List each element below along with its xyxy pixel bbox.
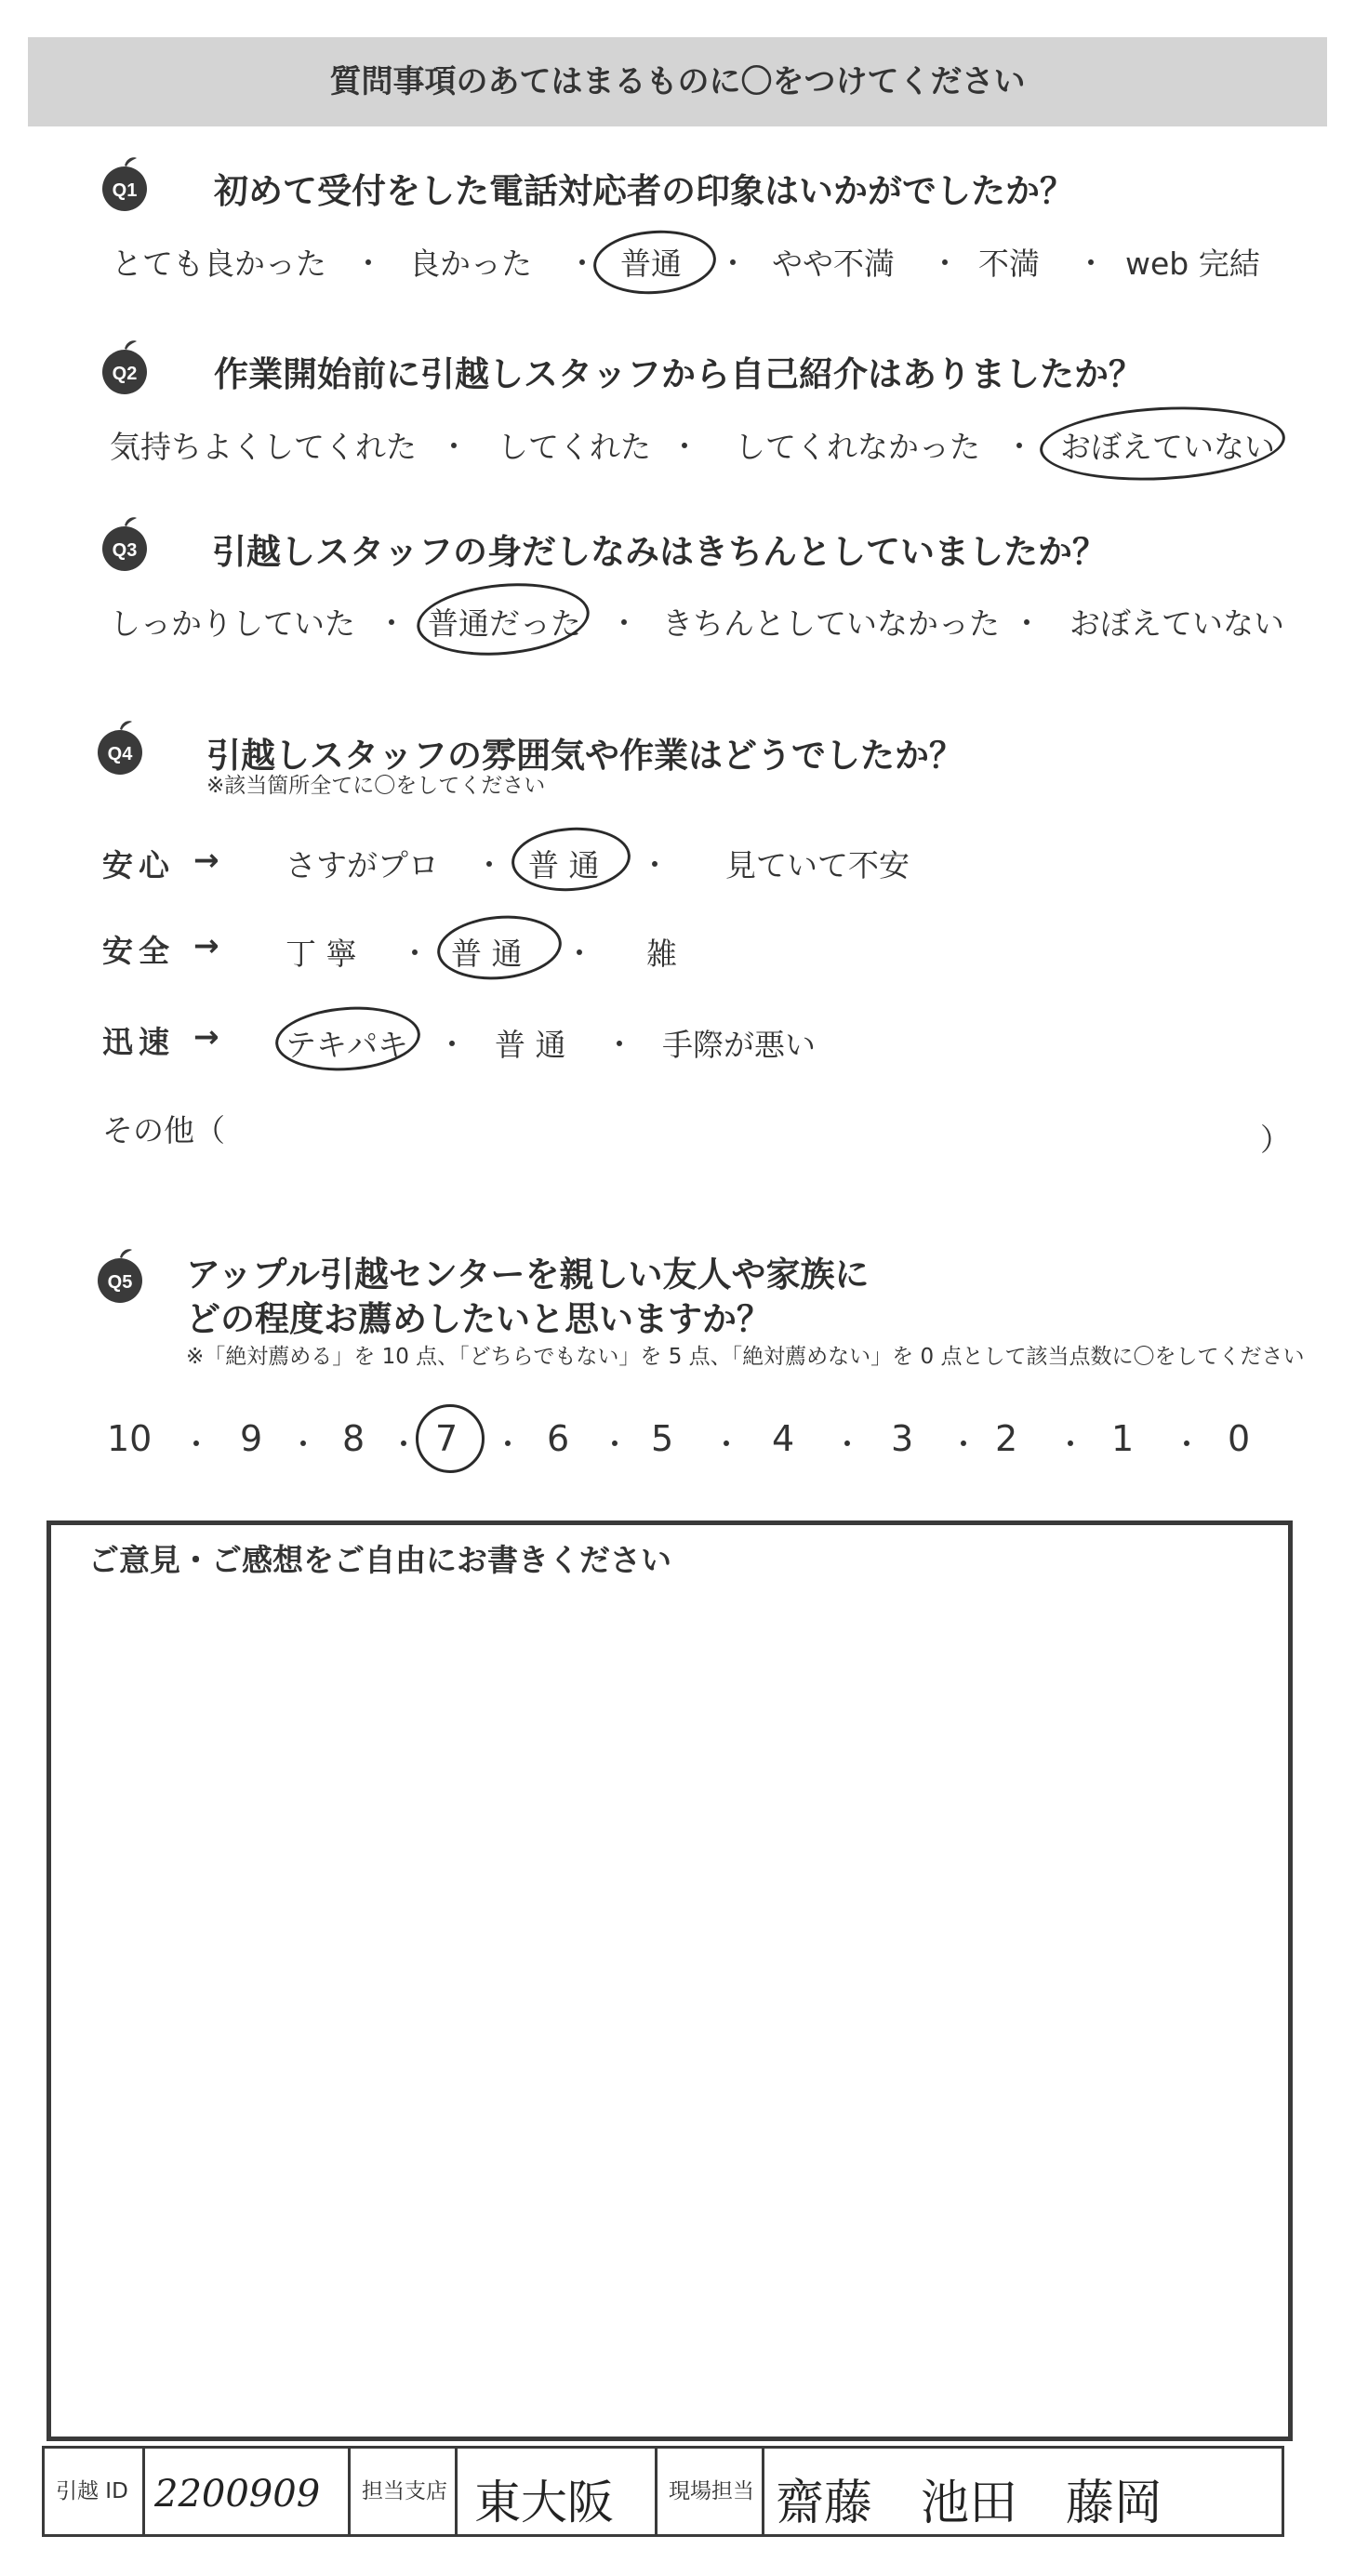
comment-heading: ご意見・ご感想をご自由にお書きください (88, 1542, 671, 1578)
separator: ・ (604, 1027, 635, 1062)
move-id-label: 引越 ID (56, 2479, 128, 2503)
branch-label: 担当支店 (362, 2479, 447, 2503)
apple-badge-icon (96, 338, 153, 395)
q4-row3-option-1[interactable]: テキパキ (286, 1027, 408, 1063)
score-1[interactable]: 1 (1111, 1418, 1135, 1459)
score-0[interactable]: 0 (1228, 1418, 1251, 1459)
separator: ・ (949, 1427, 979, 1462)
survey-instructions: 質問事項のあてはまるものに〇をつけてください (329, 63, 1026, 100)
comment-text[interactable] (88, 1590, 1242, 2409)
separator: ・ (288, 1427, 319, 1462)
move-id-value-cell[interactable] (145, 2449, 351, 2534)
q4-row1-option-3[interactable]: 見ていて不安 (725, 847, 910, 883)
apple-badge-icon (91, 1246, 149, 1304)
q4-row-label-jinsoku: 迅速 (102, 1024, 175, 1060)
separator: ・ (474, 847, 505, 883)
q3-question: 引越しスタッフの身だしなみはきちんとしていましたか？ (212, 532, 1107, 572)
q1-option-1[interactable]: とても良かった (112, 246, 326, 282)
q1-option-4[interactable]: やや不満 (772, 246, 895, 282)
separator: ・ (600, 1427, 631, 1462)
q1-option-2[interactable]: 良かった (409, 246, 532, 282)
apple-badge-icon (96, 154, 153, 212)
score-10[interactable]: 10 (107, 1418, 153, 1459)
q4-row-label-anzen: 安全 (102, 933, 175, 969)
q1-option-6[interactable]: web 完結 (1125, 246, 1260, 282)
separator: ・ (718, 246, 749, 281)
separator: ・ (640, 847, 671, 883)
q4-other-close: ） (1260, 1122, 1291, 1158)
q4-note: ※該当箇所全てに〇をしてください (206, 774, 546, 798)
q4-row3-option-2[interactable]: 普 通 (495, 1027, 566, 1063)
q2-option-3[interactable]: してくれなかった (735, 429, 980, 465)
q4-badge-text: Q4 (107, 744, 133, 764)
q2-option-1[interactable]: 気持ちよくしてくれた (110, 429, 417, 465)
separator: ・ (1012, 605, 1043, 641)
apple-badge-icon (96, 514, 153, 572)
score-6[interactable]: 6 (547, 1418, 570, 1459)
q4-row2-option-3[interactable]: 雑 (646, 936, 677, 972)
separator: ・ (377, 605, 407, 641)
q2-option-2[interactable]: してくれた (498, 429, 651, 465)
selection-circle (416, 1404, 485, 1473)
q1-badge-text: Q1 (112, 180, 138, 201)
q3-badge-text: Q3 (112, 540, 138, 561)
separator: ・ (1172, 1427, 1202, 1462)
move-id-value: 2200909 (154, 2473, 321, 2516)
score-5[interactable]: 5 (651, 1418, 674, 1459)
branch-label-cell (351, 2449, 458, 2534)
q2-option-4[interactable]: おぼえていない (1060, 429, 1275, 465)
q4-other-label: その他（ (102, 1112, 225, 1149)
branch-value-cell[interactable] (458, 2449, 658, 2534)
staff-value-cell[interactable] (764, 2449, 1279, 2534)
right-arrow-icon: → (193, 842, 225, 878)
q1-option-5[interactable]: 不満 (978, 246, 1040, 282)
separator: ・ (437, 1027, 468, 1062)
q5-badge-text: Q5 (107, 1272, 133, 1293)
separator: ・ (609, 605, 640, 641)
apple-badge-icon (91, 718, 149, 776)
selection-circle (1038, 401, 1287, 486)
q4-question: 引越しスタッフの雰囲気や作業はどうでしたか？ (206, 736, 963, 776)
separator: ・ (493, 1427, 524, 1462)
separator: ・ (832, 1427, 863, 1462)
separator: ・ (353, 246, 384, 281)
separator: ・ (565, 936, 595, 971)
separator: ・ (1056, 1427, 1086, 1462)
selection-circle (414, 577, 592, 662)
q4-row2-option-1[interactable]: 丁 寧 (286, 936, 357, 972)
q4-row1-option-2[interactable]: 普 通 (528, 847, 600, 883)
q2-badge-text: Q2 (112, 364, 138, 384)
q4-row2-option-2[interactable]: 普 通 (451, 936, 523, 972)
header-bar (28, 37, 1327, 126)
q1-option-3[interactable]: 普通 (620, 246, 682, 282)
q5-question-line2: どの程度お薦めしたいと思いますか？ (186, 1299, 771, 1339)
staff-label-cell (658, 2449, 764, 2534)
score-7[interactable]: 7 (435, 1418, 458, 1459)
score-9[interactable]: 9 (240, 1418, 263, 1459)
q4-row3-option-3[interactable]: 手際が悪い (662, 1027, 816, 1063)
separator: ・ (389, 1427, 419, 1462)
selection-circle (591, 226, 718, 298)
separator: ・ (670, 429, 700, 464)
right-arrow-icon: → (193, 927, 225, 963)
separator: ・ (567, 246, 598, 281)
q3-option-3[interactable]: きちんとしていなかった (662, 605, 1000, 642)
separator: ・ (930, 246, 961, 281)
separator: ・ (439, 429, 470, 464)
score-3[interactable]: 3 (891, 1418, 914, 1459)
separator: ・ (181, 1427, 212, 1462)
comment-box[interactable] (46, 1520, 1293, 2441)
separator: ・ (400, 936, 431, 971)
staff-value: 齋藤 池田 藤岡 (776, 2476, 1163, 2531)
right-arrow-icon: → (193, 1018, 225, 1055)
branch-value: 東大阪 (474, 2476, 614, 2530)
q3-option-2[interactable]: 普通だった (428, 605, 581, 642)
q4-row-label-anshin: 安心 (102, 847, 175, 883)
staff-label: 現場担当 (669, 2479, 754, 2503)
score-2[interactable]: 2 (995, 1418, 1018, 1459)
q4-row1-option-1[interactable]: さすがプロ (286, 847, 439, 883)
separator: ・ (1004, 429, 1035, 464)
q5-note: ※「絶対薦める」を 10 点、「どちらでもない」を 5 点、「絶対薦めない」を 0 点として該当点数に〇をしてください (186, 1345, 1305, 1369)
footer-table (42, 2446, 1284, 2537)
score-8[interactable]: 8 (342, 1418, 365, 1459)
score-4[interactable]: 4 (772, 1418, 795, 1459)
q3-option-1[interactable]: しっかりしていた (110, 605, 355, 642)
q5-question-line1: アップル引越センターを親しい友人や家族に (186, 1255, 870, 1295)
q1-question: 初めて受付をした電話対応者の印象はいかがでしたか？ (214, 171, 1074, 211)
q3-option-4[interactable]: おぼえていない (1069, 605, 1284, 642)
separator: ・ (711, 1427, 742, 1462)
separator: ・ (1076, 246, 1107, 281)
move-id-label-cell (45, 2449, 145, 2534)
q2-question: 作業開始前に引越しスタッフから自己紹介はありましたか？ (214, 354, 1143, 394)
